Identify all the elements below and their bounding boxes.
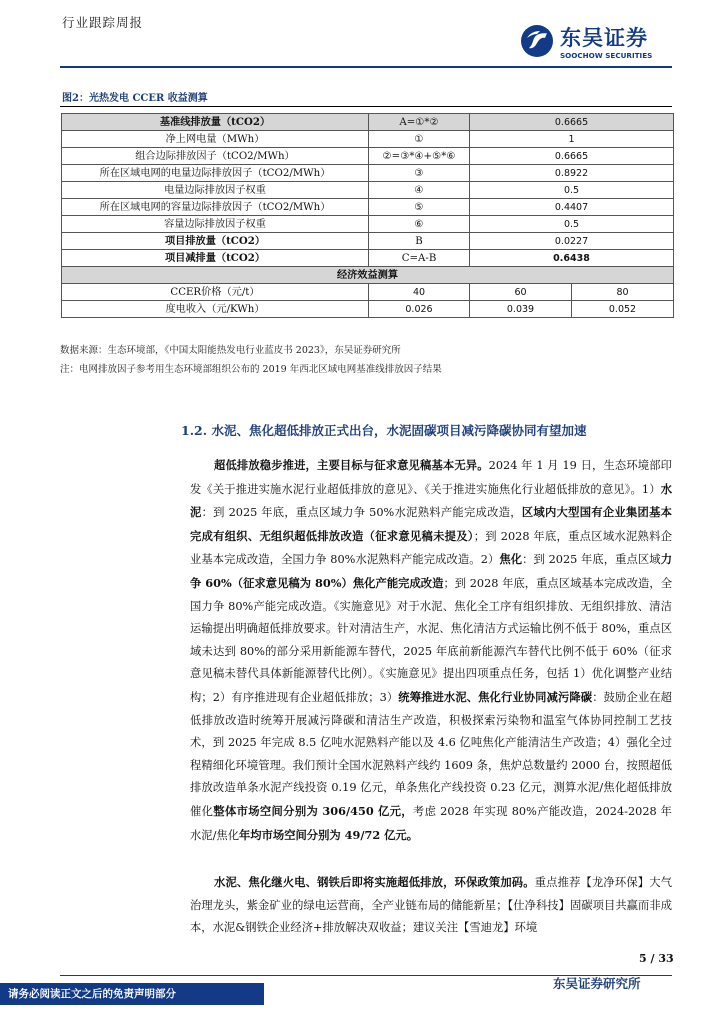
brand-name-cn: 东吴证券 (560, 26, 648, 50)
ccer-table (61, 113, 674, 318)
table-row (62, 165, 674, 182)
table-cell: 1 (470, 131, 674, 148)
table-cell: 0.6665 (470, 148, 674, 165)
table-cell: 0.039 (470, 301, 572, 318)
table-cell: CCER价格（元/t） (62, 284, 369, 301)
table-row (62, 233, 674, 250)
table-cell: 0.5 (470, 216, 674, 233)
table-row (62, 148, 674, 165)
table-cell: B (369, 233, 470, 250)
section-title: 1.2. 水泥、焦化超低排放正式出台，水泥固碳项目减污降碳协同有望加速 (181, 423, 587, 438)
table-cell: ②=③*④+⑤*⑥ (369, 148, 470, 165)
table-cell: C=A-B (369, 250, 470, 267)
bold-run: 年均市场空间分别为 49/72 亿元。 (239, 827, 418, 842)
table-row (62, 114, 674, 131)
table-row (62, 199, 674, 216)
table-cell: ⑥ (369, 216, 470, 233)
table-cell: 度电收入（元/KWh） (62, 301, 369, 318)
text-run: ；到 2028 年底，重点区域水泥熟料企业基本完成改造，全国力争 80%水泥熟料产能完成改造。2） (190, 529, 672, 567)
table-cell: 组合边际排放因子（tCO2/MWh） (62, 148, 369, 165)
header-divider (60, 66, 672, 68)
table-cell: 0.4407 (470, 199, 674, 216)
bold-run: 统筹推进水泥、焦化行业协同减污降碳 (398, 689, 593, 704)
table-cell: A=①*② (369, 114, 470, 131)
bold-lead: 超低排放稳步推进，主要目标与征求意见稿基本无异。 (214, 458, 489, 472)
figure-divider (60, 106, 672, 107)
table-cell: 项目减排量（tCO2） (62, 250, 369, 267)
bold-run: 力争 60%（征求意见稿为 80%）焦化产能完成改造 (190, 552, 673, 590)
table-cell: 80 (572, 284, 674, 301)
bold-lead: 水泥、焦化继火电、钢铁后即将实施超低排放，环保政策加码。 (214, 875, 535, 889)
text-run: ：鼓励企业在超低排放改造时统筹开展减污降碳和清洁生产改造，积极探索污染物和温室气体协同控制工艺技术，到 2025 年完成 8.5 亿吨水泥熟料产能以及 4.6 亿吨焦化产能清洁生产改造；4）强化全过程精细化环境管理。我们预计全国水泥熟料产线约 1609 条，焦炉总数量约 2000 台，按照超低排放改造单条水泥产线投资 0.19 亿元，单条焦化产线投资 0.23 亿元，测算水泥/焦化超低排放催化 (190, 690, 672, 818)
text-run: ：到 2025 年底，重点区域力争 50%水泥熟料产能完成改造， (201, 506, 522, 520)
bold-run: 区域内大型国有企业集团基本完成有组织、无组织超低排放改造（征求意见稿未提及） (190, 505, 672, 543)
table-row (62, 301, 674, 318)
table-cell: ① (369, 131, 470, 148)
disclaimer-banner: 请务必阅读正文之后的免责声明部分 (0, 983, 264, 1005)
footer-firm: 东吴证券研究所 (553, 976, 641, 991)
table-cell: 基准线排放量（tCO2） (62, 114, 369, 131)
table-cell: 0.052 (572, 301, 674, 318)
table-row (62, 216, 674, 233)
table-cell: 所在区域电网的电量边际排放因子（tCO2/MWh） (62, 165, 369, 182)
text-run: ：到 2025 年底，重点区域 (522, 553, 661, 567)
report-type: 行业跟踪周报 (62, 15, 144, 30)
table-cell: 0.5 (470, 182, 674, 199)
table-cell: 净上网电量（MWh） (62, 131, 369, 148)
page-number: 5 / 33 (639, 952, 674, 965)
bold-run: 水泥 (190, 481, 672, 520)
table-cell: 0.6438 (470, 250, 674, 267)
table-cell: 项目排放量（tCO2） (62, 233, 369, 250)
brand-name-en: SOOCHOW SECURITIES (560, 51, 653, 60)
table-cell: 60 (470, 284, 572, 301)
text-run: 2024 年 1 月 19 日，生态环境部印发《关于推进实施水泥行业超低排放的意见》、《关于推进实施焦化行业超低排放的意见》。1） (190, 459, 672, 496)
brand-logo (520, 24, 670, 64)
table-cell: 0.6665 (470, 114, 674, 131)
table-row (62, 250, 674, 267)
table-row (62, 131, 674, 148)
table-row (62, 182, 674, 199)
table-cell: ⑤ (369, 199, 470, 216)
table-cell: ③ (369, 165, 470, 182)
body-paragraph-2 (190, 871, 672, 943)
table-cell: 经济效益测算 (62, 267, 674, 284)
table-cell: 所在区域电网的容量边际排放因子（tCO2/MWh） (62, 199, 369, 216)
table-row (62, 284, 674, 301)
table-cell: 容量边际排放因子权重 (62, 216, 369, 233)
table-cell: 0.026 (369, 301, 470, 318)
text-run: ；到 2028 年底，重点区域基本完成改造，全国力争 80%产能完成改造。《实施意见》对于水泥、焦化全工序有组织排放、无组织排放、清洁运输提出明确超低排放要求。针对清洁生产，水泥、焦化清洁方式运输比例不低于 80%，重点区域未达到 80%的部分采用新能源车替代，2025 年底前新能源汽车替代比例不低于 60%（征求意见稿未替代具体新能源替代比例）。《实施意见》提出四项重点任务，包括 1）优化调整产业结构；2）有序推进现有企业超低排放；3） (190, 576, 672, 704)
table-cell: 电量边际排放因子权重 (62, 182, 369, 199)
figure-title: 图2：光热发电 CCER 收益测算 (62, 93, 208, 104)
table-note: 注：电网排放因子参考用生态环境部组织公布的 2019 年西北区域电网基准线排放因子结果 (60, 364, 442, 375)
text-run: 考虑 2028 年实现 80%产能改造，2024-2028 年水泥/焦化 (190, 804, 672, 842)
data-source: 数据来源：生态环境部，《中国太阳能热发电行业蓝皮书 2023》，东吴证券研究所 (60, 345, 401, 356)
body-paragraph-1 (190, 454, 672, 847)
bold-run: 整体市场空间分别为 306/450 亿元， (213, 803, 413, 818)
bold-run: 焦化 (499, 552, 523, 567)
table-cell: 0.8922 (470, 165, 674, 182)
text-run: 重点推荐【龙净环保】大气治理龙头，紫金矿业的绿电运营商，全产业链布局的储能新星；【仕净科技】固碳项目共赢而非成本，水泥&钢铁企业经济+排放解决双收益；建议关注【雪迪龙】环境 (190, 876, 672, 935)
table-cell: 40 (369, 284, 470, 301)
table-section-header (62, 267, 674, 284)
table-cell: ④ (369, 182, 470, 199)
table-cell: 0.0227 (470, 233, 674, 250)
soochow-logo-icon (520, 24, 554, 58)
